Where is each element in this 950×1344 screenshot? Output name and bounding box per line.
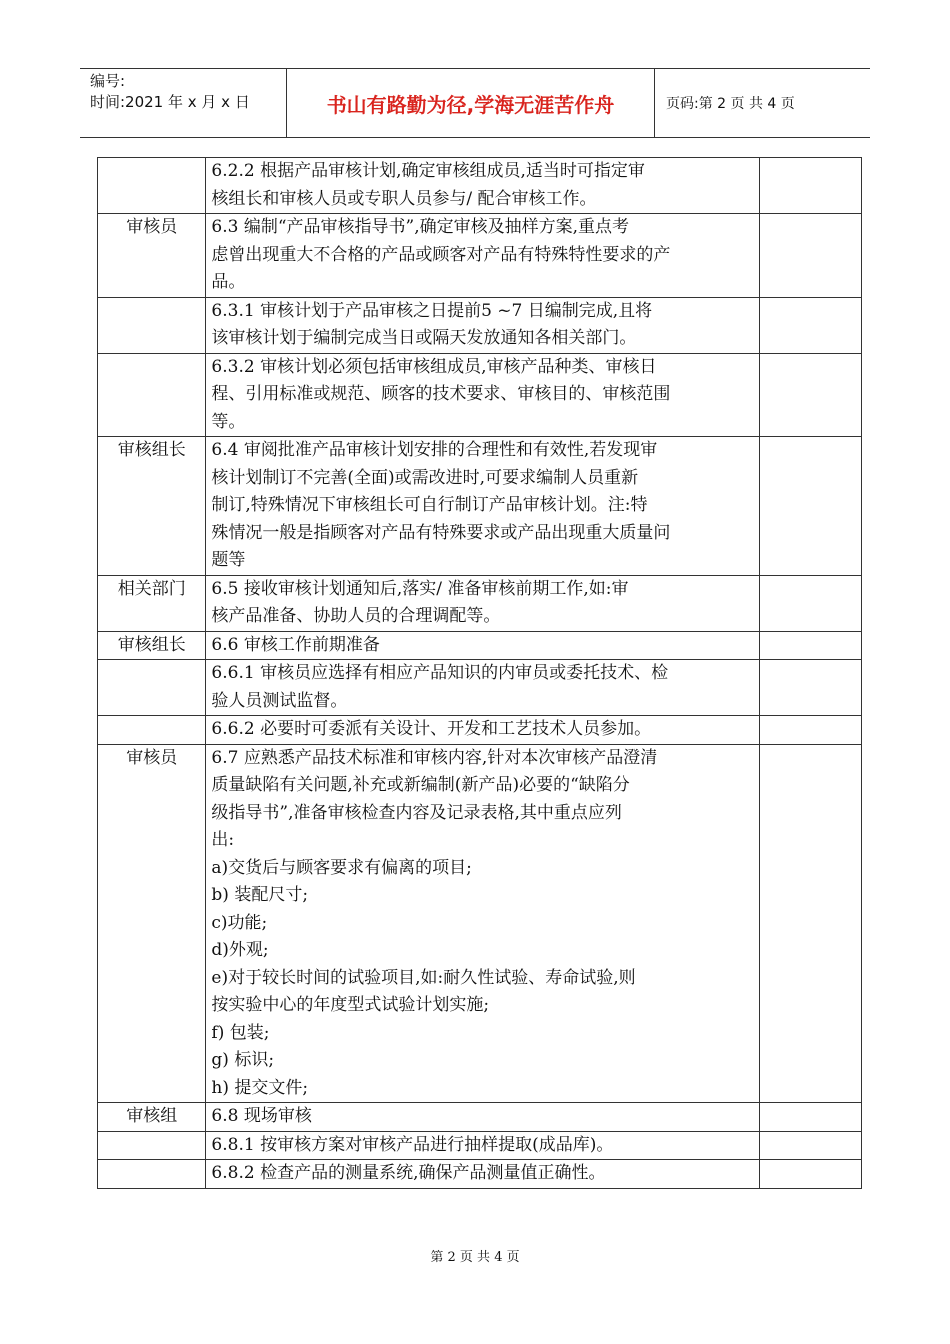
procedure-text-line: e)对于较长时间的试验项目,如:耐久性试验、寿命试验,则	[211, 967, 636, 988]
responsible-role-cell: 相关部门	[98, 575, 206, 631]
table-row	[98, 1160, 862, 1189]
responsible-role-cell	[98, 297, 206, 353]
procedure-content-cell	[206, 437, 759, 576]
procedure-content-cell	[206, 353, 759, 437]
header-meta	[90, 71, 285, 113]
procedure-text-line: 制订,特殊情况下审核组长可自行制订产品审核计划。注:特	[211, 495, 648, 515]
procedure-content-cell	[206, 158, 759, 214]
procedure-content-cell	[206, 660, 759, 716]
table-row	[98, 631, 862, 660]
procedure-text-line: 6.7 应熟悉产品技术标准和审核内容,针对本次审核产品澄清	[211, 747, 658, 768]
procedure-text-line: 殊情况一般是指顾客对产品有特殊要求或产品出现重大质量问	[211, 522, 671, 543]
procedure-text-line: 6.2.2 根据产品审核计划,确定审核组成员,适当时可指定审	[211, 161, 645, 181]
procedure-content-cell	[206, 716, 759, 745]
procedure-text-line: 题等	[211, 550, 246, 570]
header-page-number: 页码:第 2 页 共 4 页	[666, 96, 795, 112]
remarks-cell	[759, 575, 861, 631]
procedure-text-line: 6.4 审阅批准产品审核计划安排的合理性和有效性,若发现审	[211, 440, 658, 460]
remarks-cell	[759, 744, 861, 1103]
procedure-table	[97, 157, 862, 1189]
procedure-text-line: 级指导书”,准备审核检查内容及记录表格,其中重点应列	[211, 802, 622, 823]
remarks-cell	[759, 1160, 861, 1189]
procedure-text-line: h) 提交文件;	[211, 1077, 309, 1098]
procedure-content-cell	[206, 744, 759, 1103]
procedure-text-line: c)功能;	[211, 912, 268, 933]
procedure-text-line: 6.6.1 审核员应选择有相应产品知识的内审员或委托技术、检	[211, 663, 669, 683]
page-header	[80, 68, 870, 138]
table-row	[98, 575, 862, 631]
table-row	[98, 744, 862, 1103]
procedure-text-line: 6.8.1 按审核方案对审核产品进行抽样提取(成品库)。	[211, 1134, 614, 1155]
table-row	[98, 1103, 862, 1132]
procedure-text-line: 质量缺陷有关问题,补充或新编制(新产品)必要的“缺陷分	[211, 775, 630, 795]
procedure-content-cell	[206, 575, 759, 631]
responsible-role-cell: 审核员	[98, 214, 206, 298]
table-row	[98, 214, 862, 298]
procedure-content-cell	[206, 297, 759, 353]
procedure-text-line: 按实验中心的年度型式试验计划实施;	[211, 995, 490, 1015]
procedure-text-line: 6.3.2 审核计划必须包括审核组成员,审核产品种类、审核日	[211, 356, 657, 377]
document-number-label: 编号:	[90, 72, 126, 90]
procedure-text-line: 等。	[211, 411, 246, 432]
responsible-role-cell	[98, 716, 206, 745]
responsible-role-cell: 审核员	[98, 744, 206, 1103]
remarks-cell	[759, 297, 861, 353]
remarks-cell	[759, 214, 861, 298]
document-time-label: 时间:2021 年 x 月 x 日	[90, 93, 250, 111]
procedure-text-line: 出:	[211, 830, 235, 850]
remarks-cell	[759, 1103, 861, 1132]
header-divider	[654, 69, 655, 137]
procedure-text-line: d)外观;	[211, 940, 269, 960]
procedure-text-line: 6.3.1 审核计划于产品审核之日提前5 ~7 日编制完成,且将	[211, 300, 653, 321]
procedure-text-line: 6.8 现场审核	[211, 1106, 312, 1126]
page-footer: 第 2 页 共 4 页	[430, 1250, 520, 1265]
procedure-text-line: 6.6.2 必要时可委派有关设计、开发和工艺技术人员参加。	[211, 719, 652, 739]
procedure-text-line: 6.8.2 检查产品的测量系统,确保产品测量值正确性。	[211, 1163, 606, 1183]
procedure-text-line: 品。	[211, 272, 246, 292]
procedure-text-line: 虑曾出现重大不合格的产品或顾客对产品有特殊特性要求的产	[211, 244, 671, 265]
remarks-cell	[759, 1131, 861, 1160]
responsible-role-cell	[98, 1131, 206, 1160]
header-motto: 书山有路勤为径,学海无涯苦作舟	[326, 92, 615, 117]
remarks-cell	[759, 716, 861, 745]
remarks-cell	[759, 631, 861, 660]
remarks-cell	[759, 353, 861, 437]
table-row	[98, 297, 862, 353]
procedure-content-cell	[206, 1160, 759, 1189]
procedure-text-line: 核组长和审核人员或专职人员参与/ 配合审核工作。	[211, 188, 597, 209]
responsible-role-cell	[98, 660, 206, 716]
procedure-text-line: 6.3 编制“产品审核指导书”,确定审核及抽样方案,重点考	[211, 217, 630, 237]
responsible-role-cell	[98, 158, 206, 214]
procedure-content-cell	[206, 214, 759, 298]
procedure-text-line: g) 标识;	[211, 1050, 275, 1070]
table-row	[98, 1131, 862, 1160]
procedure-content-cell	[206, 1103, 759, 1132]
table-row	[98, 660, 862, 716]
procedure-text-line: 核计划制订不完善(全面)或需改进时,可要求编制人员重新	[211, 467, 639, 488]
responsible-role-cell	[98, 353, 206, 437]
table-row	[98, 353, 862, 437]
responsible-role-cell: 审核组	[98, 1103, 206, 1132]
table-row	[98, 158, 862, 214]
responsible-role-cell	[98, 1160, 206, 1189]
procedure-content-cell	[206, 631, 759, 660]
procedure-text-line: f) 包装;	[211, 1022, 270, 1043]
procedure-text-line: 程、引用标准或规范、顾客的技术要求、审核目的、审核范围	[211, 384, 671, 404]
responsible-role-cell: 审核组长	[98, 437, 206, 576]
responsible-role-cell: 审核组长	[98, 631, 206, 660]
table-row	[98, 437, 862, 576]
procedure-content-cell	[206, 1131, 759, 1160]
procedure-text-line: 6.6 审核工作前期准备	[211, 634, 380, 655]
procedure-text-line: 核产品准备、协助人员的合理调配等。	[211, 606, 501, 626]
remarks-cell	[759, 437, 861, 576]
procedure-text-line: 验人员测试监督。	[211, 690, 348, 711]
procedure-text-line: b) 装配尺寸;	[211, 885, 309, 905]
procedure-text-line: a)交货后与顾客要求有偏离的项目;	[211, 857, 472, 878]
table-row	[98, 716, 862, 745]
procedure-table-body	[98, 158, 862, 1189]
remarks-cell	[759, 158, 861, 214]
procedure-text-line: 6.5 接收审核计划通知后,落实/ 准备审核前期工作,如:审	[211, 578, 629, 599]
remarks-cell	[759, 660, 861, 716]
procedure-text-line: 该审核计划于编制完成当日或隔天发放通知各相关部门。	[211, 328, 637, 348]
